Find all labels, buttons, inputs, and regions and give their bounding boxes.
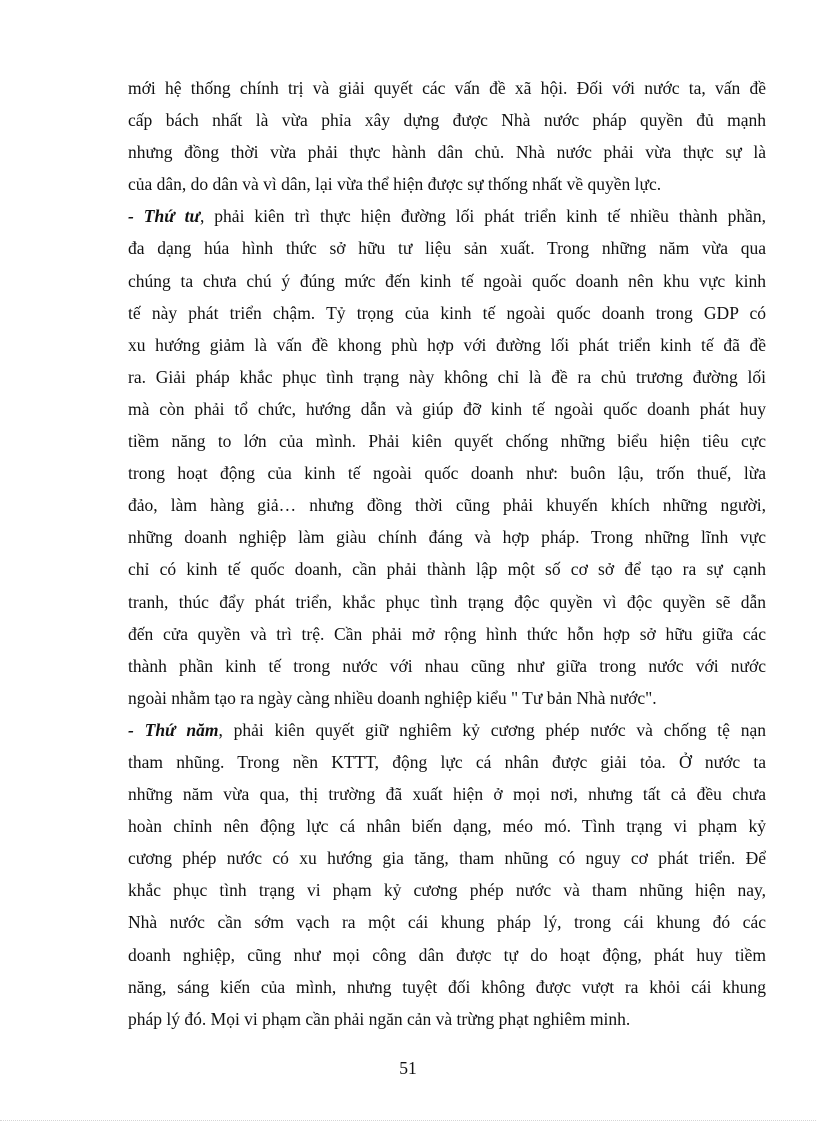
- paragraph-thu-nam: [128, 714, 766, 1035]
- text-line: xu hướng giảm là vấn đề khong phù hợp với đường lối phát triển kinh tế đã đề: [128, 334, 766, 355]
- text-line: đến cửa quyền và trì trệ. Cần phải mở rộng hình thức hỗn hợp sở hữu giữa các: [128, 623, 766, 644]
- text-line: tham nhũng. Trong nền KTTT, động lực cá nhân được giải tỏa. Ở nước ta: [128, 751, 766, 772]
- paragraph-continuation: [128, 72, 766, 200]
- text-line: thành phần kinh tế trong nước với nhau cũng như giữa trong nước với nước: [128, 655, 766, 676]
- text-fragment: , phải kiên trì thực hiện đường lối phát triển kinh tế nhiều thành phần,: [199, 206, 766, 227]
- text-line: pháp lý đó. Mọi vi phạm cần phải ngăn cản và trừng phạt nghiêm minh.: [128, 1008, 631, 1029]
- text-line: ra. Giải pháp khắc phục tình trạng này không chỉ là đề ra chủ trương đường lối: [128, 366, 766, 387]
- paragraph-lead: - Thứ năm: [128, 719, 219, 740]
- page-number: 51: [399, 1058, 417, 1078]
- text-line: đa dạng húa hình thức sở hữu tư liệu sản xuất. Trong những năm vừa qua: [128, 238, 766, 259]
- text-line: ngoài nhằm tạo ra ngày càng nhiều doanh nghiệp kiểu " Tư bản Nhà nước".: [128, 687, 657, 708]
- text-line: những năm vừa qua, thị trường đã xuất hiện ở mọi nơi, nhưng tất cả đều chưa: [128, 784, 766, 805]
- text-line: chúng ta chưa chú ý đúng mức đến kinh tế ngoài quốc doanh nên khu vực kinh: [128, 270, 766, 291]
- text-line: Nhà nước cần sớm vạch ra một cái khung pháp lý, trong cái khung đó các: [128, 912, 766, 933]
- text-line: hoàn chỉnh nên động lực cá nhân biến dạng, méo mó. Tình trạng vi phạm kỷ: [128, 816, 766, 837]
- text-line: những doanh nghiệp làm giàu chính đáng và hợp pháp. Trong những lĩnh vực: [128, 527, 766, 548]
- paragraph-thu-tu: [128, 200, 766, 714]
- paragraph-lead: - Thứ tư: [128, 206, 200, 227]
- text-line: doanh nghiệp, cũng như mọi công dân được tự do hoạt động, phát huy tiềm: [128, 944, 766, 965]
- text-line: tế này phát triển chậm. Tỷ trọng của kinh tế ngoài quốc doanh trong GDP có: [128, 302, 766, 323]
- text-line: cấp bách nhất là vừa phỉa xây dựng được Nhà nước pháp quyền đủ mạnh: [128, 110, 766, 131]
- text-line: năng, sáng kiến của mình, nhưng tuyệt đối không được vượt ra khỏi cái khung: [128, 976, 766, 997]
- text-line: cương phép nước có xu hướng gia tăng, tham nhũng có nguy cơ phát triển. Để: [128, 848, 766, 869]
- text-line: của dân, do dân và vì dân, lại vừa thể hiện được sự thống nhất về quyền lực.: [128, 174, 662, 195]
- text-line: [128, 714, 766, 746]
- text-line: chỉ có kinh tế quốc doanh, cần phải thành lập một số cơ sở để tạo ra sự cạnh: [128, 559, 766, 580]
- text-line: mới hệ thống chính trị và giải quyết các vấn đề xã hội. Đối với nước ta, vấn đề: [128, 78, 766, 98]
- text-fragment: , phải kiên quyết giữ nghiêm kỷ cương phép nước và chống tệ nạn: [218, 719, 766, 740]
- text-line: trong hoạt động của kinh tế ngoài quốc doanh như: buôn lậu, trốn thuế, lừa: [128, 463, 766, 484]
- text-line: tranh, thúc đẩy phát triển, khắc phục tình trạng độc quyền vì độc quyền sẽ dẫn: [128, 591, 766, 612]
- text-line: khắc phục tình trạng vi phạm kỷ cương phép nước và tham nhũng hiện nay,: [128, 880, 766, 901]
- text-line: tiềm năng to lớn của mình. Phải kiên quyết chống những biểu hiện tiêu cực: [128, 431, 766, 452]
- text-line: đảo, làm hàng giả… nhưng đồng thời cũng phải khuyến khích những người,: [128, 495, 766, 516]
- text-line: mà còn phải tổ chức, hướng dẫn và giúp đỡ kinh tế ngoài quốc doanh phát huy: [128, 398, 766, 419]
- text-line: [128, 200, 766, 232]
- page-bottom-divider: [0, 1120, 816, 1121]
- document-body: [128, 72, 766, 1035]
- text-line: nhưng đồng thời vừa phải thực hành dân chủ. Nhà nước phải vừa thực sự là: [128, 142, 766, 163]
